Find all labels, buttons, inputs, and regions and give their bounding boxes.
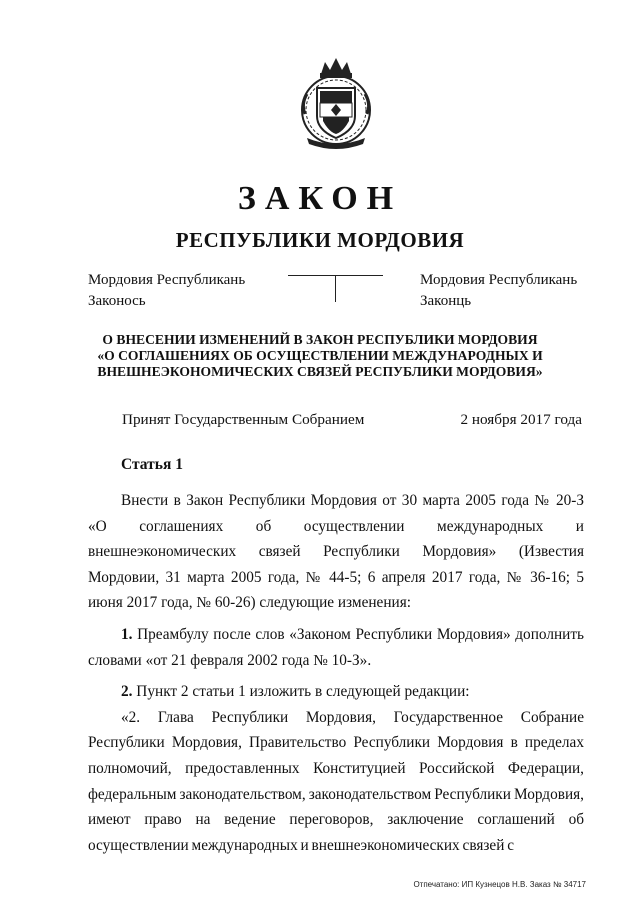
amendment-item-2 <box>88 679 584 705</box>
print-note: Отпечатано: ИП Кузнецов Н.В. Заказ № 34717 <box>413 880 586 889</box>
document-subtitle: РЕСПУБЛИКИ МОРДОВИЯ <box>175 228 465 252</box>
erzya-title-block <box>88 270 245 312</box>
item-number: 1. <box>121 625 133 643</box>
quoted-new-text: «2. Глава Республики Мордовия, Государственное Собрание Республики Мордовия, Правительство Республики Мордовия в пределах полномочий, предоставленных Конституцией Российской Федерации, федеральным законодательством, законодательством Республики Мордовия, имеют право на ведение переговоров, заключение соглашений об осуществлении международных и внешнеэкономических связей с <box>88 708 584 854</box>
article-heading: Статья 1 <box>121 456 183 473</box>
moksha-title-line: Мордовия Республикань <box>420 272 578 288</box>
law-subject-heading <box>0 332 640 380</box>
moksha-title-block <box>420 270 577 312</box>
subject-line: О ВНЕСЕНИИ ИЗМЕНЕНИЙ В ЗАКОН РЕСПУБЛИКИ МОРДОВИЯ <box>102 332 538 347</box>
adopted-by: Принят Государственным Собранием <box>122 411 365 428</box>
article-body <box>88 488 584 858</box>
number-rule-stem <box>335 275 336 302</box>
coat-of-arms-emblem <box>293 54 379 150</box>
erzya-title-line: Мордовия Республикань <box>88 272 246 288</box>
subject-line: «О СОГЛАШЕНИЯХ ОБ ОСУЩЕСТВЛЕНИИ МЕЖДУНАРОДНЫХ И <box>97 348 543 363</box>
subject-line: ВНЕШНЕЭКОНОМИЧЕСКИХ СВЯЗЕЙ РЕСПУБЛИКИ МОРДОВИЯ» <box>97 364 543 379</box>
item-text: Пункт 2 статьи 1 изложить в следующей редакции: <box>132 683 470 701</box>
moksha-title-line: Законць <box>420 293 472 309</box>
document-title: ЗАКОН <box>237 180 403 217</box>
item-text: Преамбулу после слов «Законом Республики Мордовия» дополнить словами «от 21 февраля 2002 года № 10-З». <box>88 625 584 669</box>
item-number: 2. <box>121 683 133 701</box>
adoption-date: 2 ноября 2017 года <box>460 411 582 428</box>
amendment-item-1 <box>88 622 584 673</box>
erzya-title-line: Законось <box>88 293 146 309</box>
article-intro-paragraph: Внести в Закон Республики Мордовия от 30 марта 2005 года № 20-З «О соглашениях об осуществлении международных и внешнеэкономических связей Республики Мордовия» (Известия Мордовии, 31 марта 2005 года, № 44-5; 6 апреля 2017 года, № 36-16; 5 июня 2017 года, № 60-26) следующие изменения: <box>88 492 584 612</box>
